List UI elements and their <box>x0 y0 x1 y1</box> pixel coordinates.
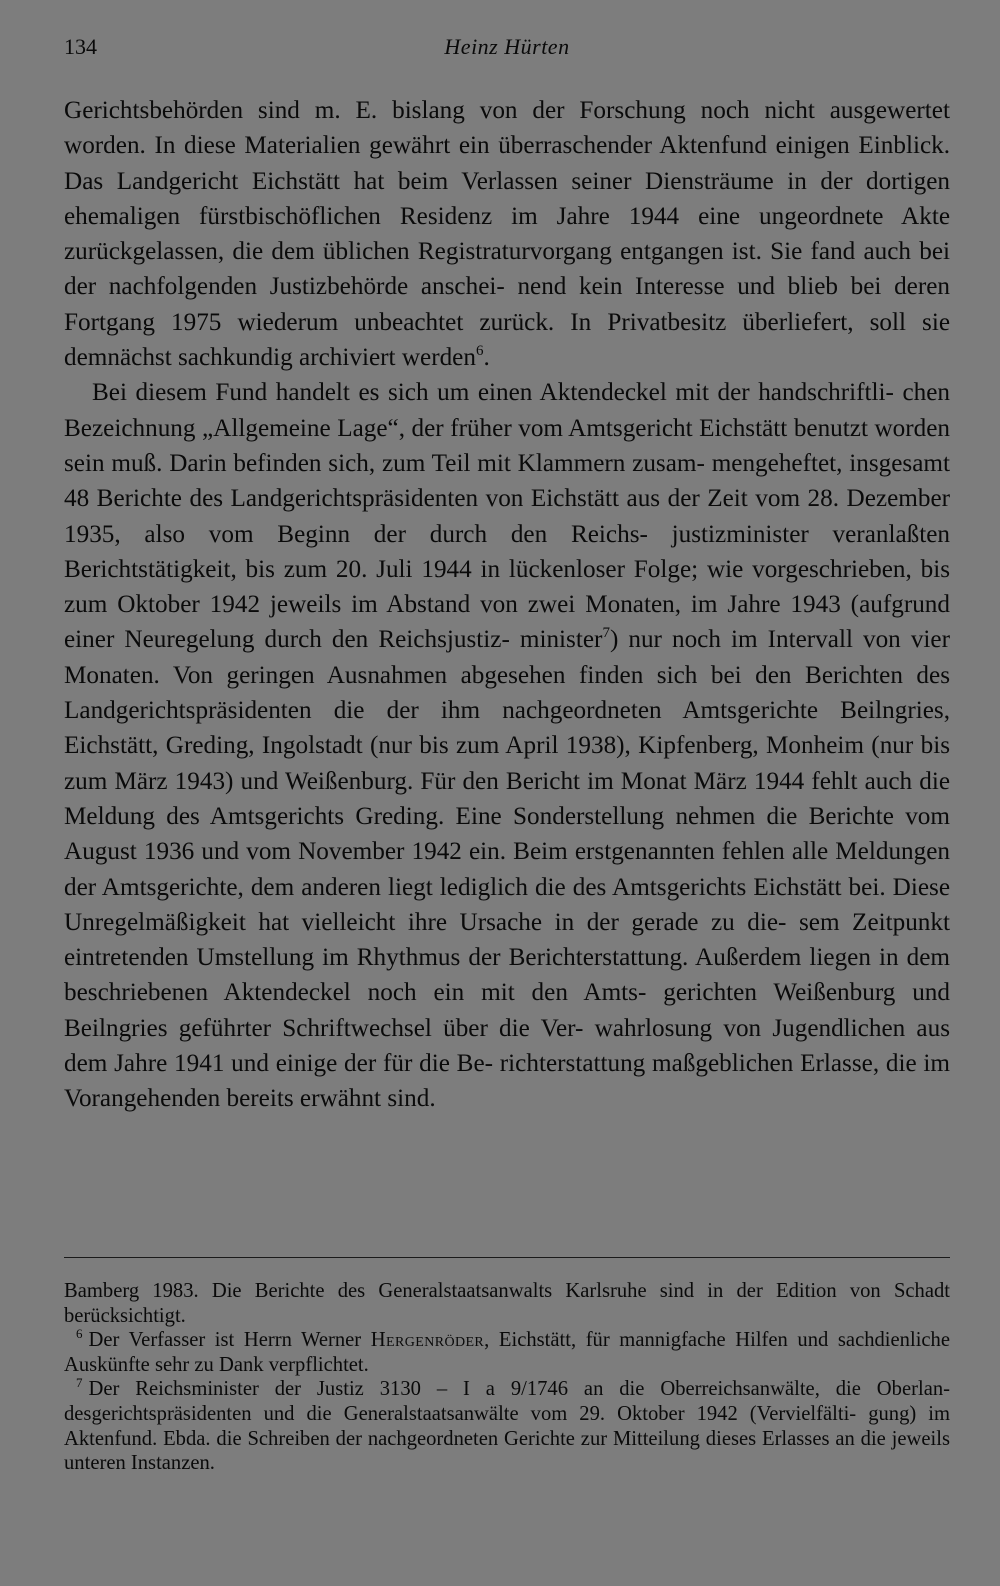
footnote-line: , Eichstätt, für mannigfache Hilfen und <box>484 1329 829 1352</box>
text-line: sind. <box>387 1085 436 1113</box>
text-line: nend kein Interesse und blieb bei deren Fortgang 1975 wiederum unbeachtet <box>64 273 951 336</box>
footnote-reference: 7 <box>602 625 610 642</box>
page-header <box>64 34 950 64</box>
text-line: Gerichtsbehörden sind m. E. bislang von der Forschung noch nicht ausgewertet <box>64 97 950 124</box>
text-line-end: . <box>483 344 490 372</box>
text-line: sem Zeitpunkt eintretenden Umstellung im Rhythmus der Berichterstattung. <box>64 908 950 972</box>
text-line: Weißenburg. Für den Bericht im Monat März 1944 fehlt auch die Meldung des <box>64 767 950 830</box>
text-line: gerichten Weißenburg und Beilngries geführter Schriftwechsel über die Ver- <box>64 979 950 1042</box>
text-line: (nur bis zum April 1938), Kipfenberg, Monheim (nur bis zum März 1943) und <box>64 732 950 795</box>
text-line: werden <box>401 344 476 372</box>
text-line: abgesehen finden sich bei den Berichten des Landgerichtspräsidenten die der <box>64 661 950 725</box>
text-line: chen Bezeichnung „Allgemeine Lage“, der früher vom Amtsgericht Eichstätt <box>64 379 951 442</box>
text-line: Bei diesem Fund handelt es sich um einen Aktendeckel mit der handschriftli- <box>92 379 894 407</box>
page-number: 134 <box>64 34 97 59</box>
footnote-marker: 6 <box>76 1326 83 1342</box>
footnote-line: Der Verfasser ist Herrn Werner <box>88 1329 371 1352</box>
text-line: Amtsgerichts Greding. Eine Sonderstellung nehmen die Berichte vom August <box>64 802 950 866</box>
paragraph-1 <box>64 93 950 375</box>
text-line: in der dortigen ehemaligen fürstbischöflichen Residenz im Jahre 1944 eine <box>64 167 950 230</box>
text-line: justizminister veranlaßten Berichtstätigkeit, bis zum 20. Juli 1944 in lückenloser <box>64 520 951 583</box>
body-text <box>64 93 950 1117</box>
footnote-line: gung) im Aktenfund. Ebda. die Schreiben der nachgeordneten Gerichte zur Mitteilung <box>64 1402 950 1450</box>
footnote-line: Schadt berücksichtigt. <box>64 1280 950 1327</box>
text-line: ) nur noch im Intervall von vier Monaten. Von geringen Ausnahmen <box>64 626 950 689</box>
footnote-line: Der Reichsminister der Justiz 3130 – I a 9/1746 an die Oberreichsanwälte, die Oberlan- <box>88 1378 950 1401</box>
author-name: Hergenröder <box>370 1329 485 1352</box>
paragraph-2 <box>64 375 950 1116</box>
footnote-marker: 7 <box>76 1375 83 1391</box>
text-line: Einblick. Das Landgericht Eichstätt hat beim Verlassen seiner Diensträume <box>64 132 951 195</box>
text-line: ihm nachgeordneten Amtsgerichte Beilngries, Eichstätt, Greding, Ingolstadt <box>64 697 951 760</box>
footnote-separator <box>64 1257 950 1258</box>
footnote-line: Bamberg 1983. Die Berichte des Generalstaatsanwalts Karlsruhe sind in der Edition von <box>64 1280 881 1302</box>
footnote-reference: 6 <box>475 343 484 360</box>
running-head-author: Heinz Hürten <box>444 34 570 59</box>
footnote-line: dieses Erlasses an die jeweils unteren Instanzen. <box>64 1427 951 1475</box>
text-line: ungeordnete Akte zurückgelassen, die dem üblichen Registraturvorgang <box>64 202 951 266</box>
text-line: 1936 und vom November 1942 ein. Beim erstgenannten fehlen alle Meldungen <box>143 838 951 866</box>
footnote-line: desgerichtspräsidenten und die Generalstaatsanwälte vom 29. Oktober 1942 (Vervielfälti- <box>64 1402 857 1425</box>
text-line: worden. In diese Materialien gewährt ein überraschender Aktenfund einigen <box>64 132 850 160</box>
footnote-line: sachdienliche Auskünfte sehr zu Dank verpflichtet. <box>64 1329 950 1376</box>
text-line: Monaten, im Jahre 1943 (aufgrund einer Neuregelung durch den Reichsjustiz- <box>64 591 950 654</box>
footnotes <box>64 1279 950 1476</box>
text-line: mengeheftet, insgesamt 48 Berichte des Landgerichtspräsidenten von Eichstätt <box>64 449 950 513</box>
footnote-6 <box>64 1328 950 1377</box>
text-line: richterstattung maßgeblichen Erlasse, die im Vorangehenden bereits erwähnt <box>64 1050 951 1113</box>
text-line: zurück. In Privatbesitz überliefert, soll sie demnächst sachkundig archiviert <box>64 308 951 372</box>
footnote-continued <box>64 1279 950 1328</box>
text-line: aus der Zeit vom 28. Dezember 1935, also vom Beginn der durch den Reichs- <box>64 485 951 548</box>
text-line: wahrlosung von Jugendlichen aus dem Jahre 1941 und einige der für die Be- <box>64 1014 951 1078</box>
text-line: Außerdem liegen in dem beschriebenen Aktendeckel noch ein mit den Amts- <box>64 944 950 1007</box>
footnote-7 <box>64 1377 950 1475</box>
text-line: der Amtsgerichte, dem anderen liegt lediglich die des Amtsgerichts Eichstätt <box>64 873 842 901</box>
text-line: entgangen ist. Sie fand auch bei der nachfolgenden Justizbehörde anschei- <box>64 238 951 301</box>
text-line: benutzt worden sein muß. Darin befinden sich, zum Teil mit Klammern zusam- <box>64 414 950 477</box>
text-line: Folge; wie vorgeschrieben, bis zum Oktober 1942 jeweils im Abstand von zwei <box>64 555 950 619</box>
text-line: bei. Diese Unregelmäßigkeit hat vielleicht ihre Ursache in der gerade zu die- <box>64 873 951 936</box>
text-line: minister <box>519 626 603 654</box>
